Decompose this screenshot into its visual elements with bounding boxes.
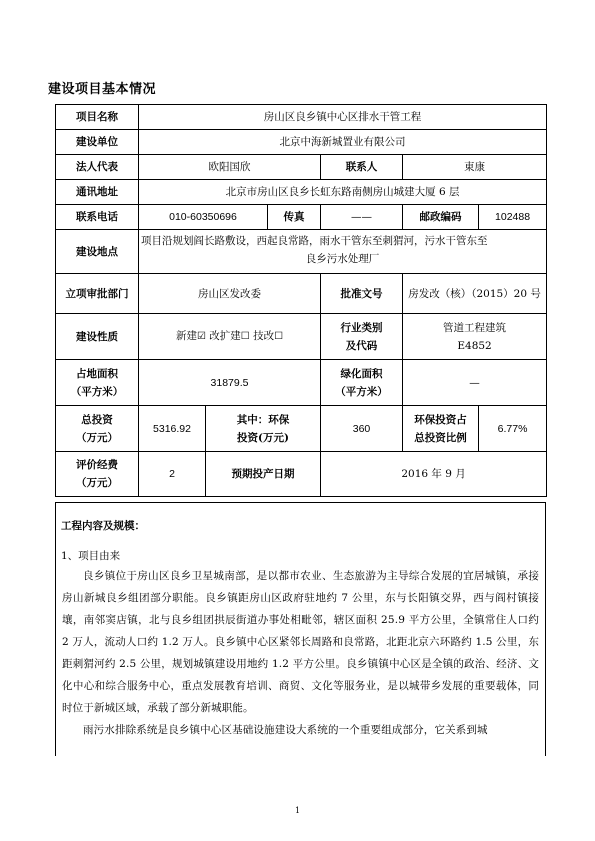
green-label xyxy=(321,360,403,406)
row-unit xyxy=(56,130,547,155)
area-label xyxy=(56,360,139,406)
contact-value: 東康 xyxy=(403,155,547,180)
row-nature xyxy=(56,314,547,360)
checkbox-empty-icon: ☐ xyxy=(274,331,284,342)
env-invest-label xyxy=(206,406,321,452)
industry-code: E4852 xyxy=(457,339,492,352)
eval-fee-label-line2: （万元） xyxy=(76,477,118,489)
env-ratio-value: 6.77% xyxy=(479,406,547,452)
row-legal xyxy=(56,155,547,180)
env-invest-label-line1: 其中：环保 xyxy=(236,413,290,426)
invest-value: 5316.92 xyxy=(139,406,206,452)
content-section xyxy=(55,502,546,756)
industry-value xyxy=(403,314,547,360)
location-value xyxy=(139,230,547,274)
env-invest-value: 360 xyxy=(321,406,403,452)
invest-label-line1: 总投资 xyxy=(81,413,113,426)
row-invest xyxy=(56,406,547,452)
postcode-label: 邮政编码 xyxy=(403,205,479,230)
row-approval xyxy=(56,274,547,314)
industry-label xyxy=(321,314,403,360)
row-address xyxy=(56,180,547,205)
legal-rep-label: 法人代表 xyxy=(56,155,139,180)
nature-renovate-label: 技改 xyxy=(253,330,275,342)
row-eval xyxy=(56,452,547,497)
row-location xyxy=(56,230,547,274)
eval-fee-value: 2 xyxy=(139,452,206,497)
checkbox-checked-icon: ☑ xyxy=(196,331,206,342)
area-value: 31879.5 xyxy=(139,360,321,406)
env-ratio-label xyxy=(403,406,479,452)
content-heading: 工程内容及规模： xyxy=(61,520,145,532)
unit-value: 北京中海新城置业有限公司 xyxy=(139,130,547,155)
eval-fee-label xyxy=(56,452,139,497)
industry-label-line1: 行业类别 xyxy=(340,321,383,334)
invest-label-line2: （万元） xyxy=(76,431,118,444)
row-area xyxy=(56,360,547,406)
paragraph-1: 良乡镇位于房山区良乡卫星城南部，是以都市农业、生态旅游为主导综合发展的宜居城镇，承接房山新城良乡组团部分职能。良乡镇距房山区政府驻地约 7 公里，东与长阳镇交界，西与阎村镇接壤，南邻窦店镇，北与良乡组团拱辰街道办事处相毗邻，辖区面积 25.9 平方公里，全镇常住人口约 2 万人，流动人口约 1.2 万人。良乡镇中心区紧邻长周路和良常路，北距北京六环路约 1.5 公里，东距刺猬河约 2.5 公里，规划城镇建设用地约 1.2 平方公里。良乡镇镇中心区是全镇的政治、经济、文化中心和综合服务中心，重点发展教育培训、商贸、文化等服务业，是以城带乡发展的重要载体，同时位于新城区域，承载了部分新城职能。 xyxy=(62,570,539,714)
approval-no-value: 房发改（核）（2015）20 号 xyxy=(403,274,547,314)
industry-name: 管道工程建筑 xyxy=(443,321,507,334)
checkbox-empty-icon: ☐ xyxy=(240,331,250,342)
contact-label: 联系人 xyxy=(321,155,403,180)
address-label: 通讯地址 xyxy=(56,180,139,205)
nature-label: 建设性质 xyxy=(56,314,139,360)
fax-value: —— xyxy=(321,205,403,230)
location-label: 建设地点 xyxy=(56,230,139,274)
basic-info-table xyxy=(55,104,547,497)
location-line1: 项目沿规划阎长路敷设，西起良常路，雨水干管东至刺猬河，污水干管东至 xyxy=(141,235,488,247)
project-name-label: 项目名称 xyxy=(56,105,139,130)
page-title: 建设项目基本情况 xyxy=(48,82,157,97)
location-line2: 良乡污水处理厂 xyxy=(305,253,380,265)
invest-label xyxy=(56,406,139,452)
fax-label: 传真 xyxy=(268,205,321,230)
green-label-line2: （平方米） xyxy=(335,385,388,398)
section-1-title: 1、项目由来 xyxy=(61,550,121,562)
row-phone xyxy=(56,205,547,230)
postcode-value: 102488 xyxy=(479,205,547,230)
area-label-line2: （平方米） xyxy=(70,385,124,398)
phone-value: 010-60350696 xyxy=(139,205,268,230)
approval-dept-label: 立项审批部门 xyxy=(56,274,139,314)
nature-expand-label: 改扩建 xyxy=(209,330,241,342)
env-ratio-label-line2: 总投资比例 xyxy=(414,431,467,444)
phone-label: 联系电话 xyxy=(56,205,139,230)
paragraph-2: 雨污水排除系统是良乡镇中心区基础设施建设大系统的一个重要组成部分，它关系到城 xyxy=(83,724,488,736)
green-value: — xyxy=(403,360,547,406)
legal-rep-value: 欧阳国欣 xyxy=(139,155,321,180)
row-project-name xyxy=(56,105,547,130)
env-ratio-label-line1: 环保投资占 xyxy=(414,413,467,426)
green-label-line1: 绿化面积 xyxy=(340,367,383,380)
approval-no-label: 批准文号 xyxy=(321,274,403,314)
address-value: 北京市房山区良乡长虹东路南侧房山城建大厦 6 层 xyxy=(139,180,547,205)
unit-label: 建设单位 xyxy=(56,130,139,155)
project-name-value: 房山区良乡镇中心区排水干管工程 xyxy=(139,105,547,130)
env-invest-label-line2: 投资(万元) xyxy=(237,431,289,444)
nature-options xyxy=(139,314,321,360)
industry-label-line2: 及代码 xyxy=(345,339,378,352)
eval-fee-label-line1: 评价经费 xyxy=(76,459,118,471)
area-label-line1: 占地面积 xyxy=(76,367,118,380)
page-number: 1 xyxy=(294,806,301,815)
start-date-value: 2016 年 9 月 xyxy=(321,452,547,497)
approval-dept-value: 房山区发改委 xyxy=(139,274,321,314)
nature-new-label: 新建 xyxy=(175,330,197,342)
start-date-label: 预期投产日期 xyxy=(206,452,321,497)
